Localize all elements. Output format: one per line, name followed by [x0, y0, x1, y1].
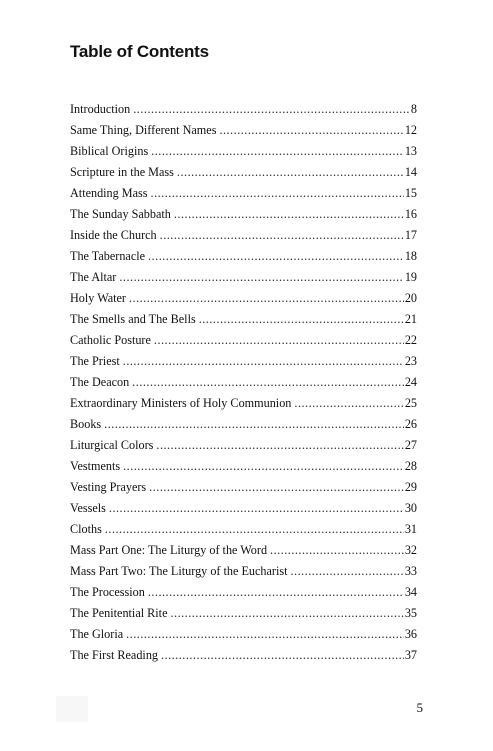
- dot-leader: [156, 435, 403, 456]
- toc-entry[interactable]: [70, 414, 417, 435]
- toc-entry-page-number: 36: [404, 627, 417, 641]
- toc-entry-page-number: 13: [404, 144, 417, 158]
- toc-entry[interactable]: [70, 330, 417, 351]
- toc-entry-title: The Deacon: [70, 375, 130, 389]
- toc-entry[interactable]: [70, 183, 417, 204]
- dot-leader: [170, 603, 403, 624]
- page-title: Table of Contents: [70, 42, 209, 61]
- toc-entry-page-number: 21: [404, 312, 417, 326]
- dot-leader: [148, 582, 404, 603]
- toc-entry-title: The Priest: [70, 354, 120, 368]
- toc-entry-title: Mass Part One: The Liturgy of the Word: [70, 543, 268, 557]
- dot-leader: [129, 288, 404, 309]
- toc-entry-page-number: 37: [404, 648, 417, 662]
- toc-entry-page-number: 26: [404, 417, 417, 431]
- toc-entry-title: Inside the Church: [70, 228, 157, 242]
- toc-entry[interactable]: [70, 141, 417, 162]
- toc-entry[interactable]: [70, 99, 417, 120]
- toc-entry[interactable]: [70, 351, 417, 372]
- toc-entry-page-number: 15: [404, 186, 417, 200]
- dot-leader: [270, 540, 404, 561]
- toc-entry-page-number: 16: [404, 207, 417, 221]
- toc-entry[interactable]: [70, 162, 417, 183]
- toc-entry[interactable]: [70, 624, 417, 645]
- toc-entry[interactable]: [70, 120, 417, 141]
- toc-entry-title: Vessels: [70, 501, 106, 515]
- toc-entry-page-number: 33: [404, 564, 417, 578]
- toc-entry-title: Books: [70, 417, 102, 431]
- toc-entry[interactable]: [70, 645, 417, 666]
- toc-entry-page-number: 25: [404, 396, 417, 410]
- toc-entry-title: The First Reading: [70, 648, 159, 662]
- dot-leader: [151, 141, 404, 162]
- toc-entry-page-number: 29: [404, 480, 417, 494]
- toc-entry[interactable]: [70, 435, 417, 456]
- toc-entry-title: The Penitential Rite: [70, 606, 168, 620]
- toc-entry-page-number: 35: [404, 606, 417, 620]
- toc-entry-title: Scripture in the Mass: [70, 165, 174, 179]
- toc-entry[interactable]: [70, 477, 417, 498]
- toc-entry-title: Cloths: [70, 522, 102, 536]
- toc-entry-title: The Procession: [70, 585, 145, 599]
- dot-leader: [133, 99, 410, 120]
- toc-entry-title: The Gloria: [70, 627, 124, 641]
- toc-entry-title: The Altar: [70, 270, 117, 284]
- toc-entry-title: Mass Part Two: The Liturgy of the Eucharist: [70, 564, 288, 578]
- dot-leader: [123, 351, 404, 372]
- toc-entry-title: The Smells and The Bells: [70, 312, 196, 326]
- dot-leader: [126, 624, 404, 645]
- dot-leader: [149, 477, 404, 498]
- toc-entry[interactable]: [70, 225, 417, 246]
- toc-entry[interactable]: [70, 519, 417, 540]
- dot-leader: [119, 267, 403, 288]
- toc-entry-title: Vestments: [70, 459, 121, 473]
- toc-entry-title: The Sunday Sabbath: [70, 207, 171, 221]
- toc-entry-page-number: 20: [404, 291, 417, 305]
- toc-entry-page-number: 31: [404, 522, 417, 536]
- dot-leader: [123, 456, 404, 477]
- toc-entry[interactable]: [70, 582, 417, 603]
- toc-entry[interactable]: [70, 561, 417, 582]
- dot-leader: [105, 519, 404, 540]
- toc-entry-title: The Tabernacle: [70, 249, 146, 263]
- dot-leader: [290, 561, 403, 582]
- dot-leader: [132, 372, 404, 393]
- toc-entry-title: Liturgical Colors: [70, 438, 154, 452]
- toc-entry[interactable]: [70, 288, 417, 309]
- toc-entry-page-number: 14: [404, 165, 417, 179]
- dot-leader: [161, 645, 404, 666]
- toc-entry[interactable]: [70, 246, 417, 267]
- dot-leader: [199, 309, 404, 330]
- dot-leader: [219, 120, 403, 141]
- dot-leader: [104, 414, 404, 435]
- toc-entry[interactable]: [70, 498, 417, 519]
- dot-leader: [151, 183, 404, 204]
- toc-entry-page-number: 22: [404, 333, 417, 347]
- toc-entry-page-number: 8: [410, 102, 417, 116]
- dot-leader: [160, 225, 404, 246]
- toc-entry-page-number: 23: [404, 354, 417, 368]
- toc-entry[interactable]: [70, 456, 417, 477]
- toc-entry-page-number: 24: [404, 375, 417, 389]
- dot-leader: [174, 204, 404, 225]
- dot-leader: [294, 393, 403, 414]
- toc-entry-title: Catholic Posture: [70, 333, 151, 347]
- toc-entry[interactable]: [70, 393, 417, 414]
- toc-entry-page-number: 19: [404, 270, 417, 284]
- toc-entry-title: Attending Mass: [70, 186, 148, 200]
- toc-entry-title: Vesting Prayers: [70, 480, 147, 494]
- toc-entry[interactable]: [70, 603, 417, 624]
- toc-entry-title: Biblical Origins: [70, 144, 149, 158]
- toc-entry-title: Extraordinary Ministers of Holy Communion: [70, 396, 292, 410]
- toc-entry-page-number: 27: [404, 438, 417, 452]
- toc-entry-page-number: 12: [404, 123, 417, 137]
- dot-leader: [154, 330, 404, 351]
- toc-entry-page-number: 30: [404, 501, 417, 515]
- table-of-contents: [70, 99, 417, 666]
- toc-entry[interactable]: [70, 204, 417, 225]
- dot-leader: [177, 162, 404, 183]
- toc-entry-page-number: 17: [404, 228, 417, 242]
- dot-leader: [148, 246, 404, 267]
- dot-leader: [109, 498, 404, 519]
- toc-entry-page-number: 32: [404, 543, 417, 557]
- toc-entry[interactable]: [70, 309, 417, 330]
- toc-entry-page-number: 34: [404, 585, 417, 599]
- toc-entry-page-number: 18: [404, 249, 417, 263]
- corner-mark: [56, 696, 88, 722]
- toc-entry[interactable]: [70, 372, 417, 393]
- toc-entry[interactable]: [70, 267, 417, 288]
- toc-entry-title: Holy Water: [70, 291, 126, 305]
- toc-entry-page-number: 28: [404, 459, 417, 473]
- page-number: 5: [416, 700, 423, 715]
- toc-entry-title: Same Thing, Different Names: [70, 123, 217, 137]
- toc-entry-title: Introduction: [70, 102, 131, 116]
- toc-entry[interactable]: [70, 540, 417, 561]
